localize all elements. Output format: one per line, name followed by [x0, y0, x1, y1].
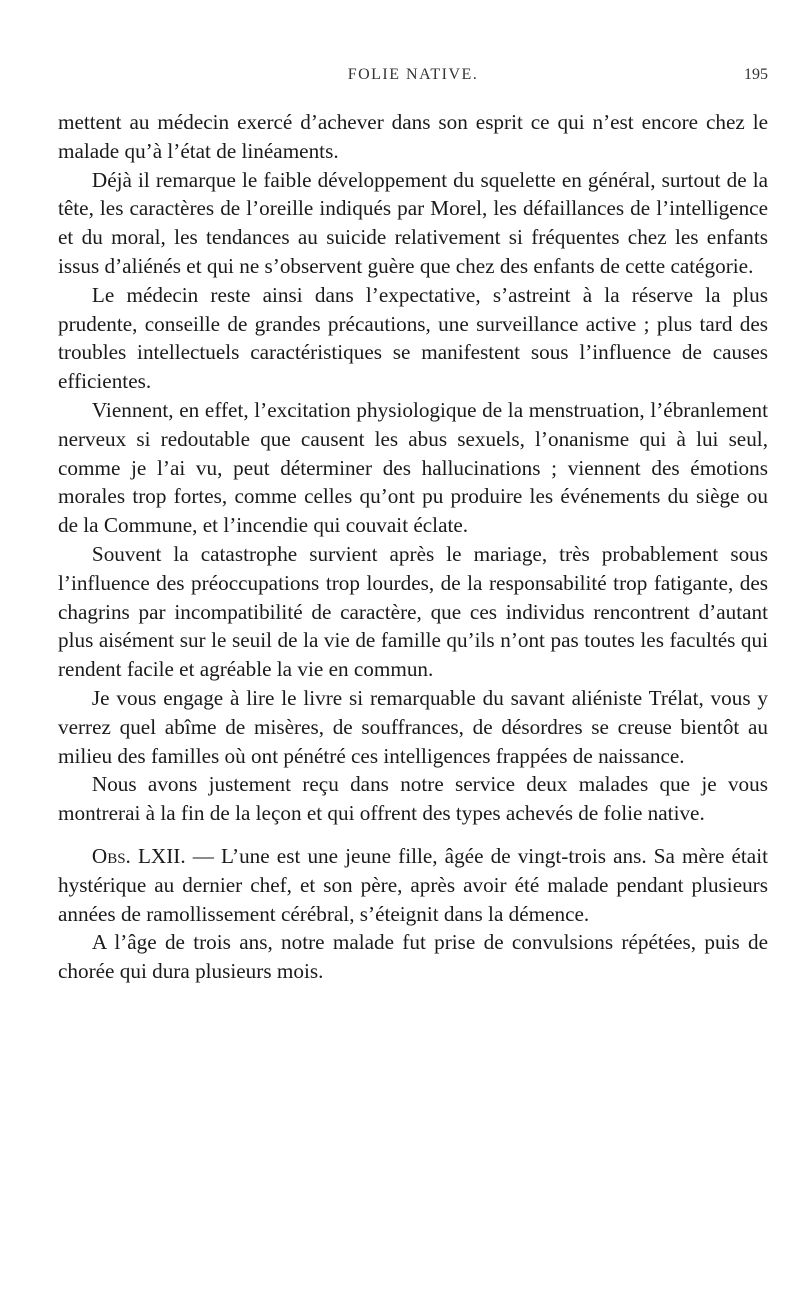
body-text — [58, 108, 768, 986]
paragraph: Je vous engage à lire le livre si remarquable du savant aliéniste Trélat, vous y verrez quel abîme de misères, de souffrances, de désordres se creuse bientôt au milieu des familles où ont pénétré ces intelligences frappées de naissance. — [58, 685, 768, 768]
paragraph: Viennent, en effet, l’excitation physiologique de la menstruation, l’ébranlement nerveux si redoutable que causent les abus sexuels, l’onanisme qui à lui seul, comme je l’ai vu, peut déterminer des hallucinations ; viennent des émotions morales trop fortes, comme celles qu’ont pu produire les événements du siège ou de la Commune, et l’incendie qui couvait éclate. — [58, 397, 768, 538]
running-title: FOLIE NATIVE. — [347, 66, 479, 83]
running-header — [58, 66, 768, 90]
observation-paragraph — [58, 842, 768, 928]
paragraph: Le médecin reste ainsi dans l’expectative, s’astreint à la réserve la plus prudente, conseille de grandes précautions, une surveillance active ; plus tard des troubles intellectuels caractéristiques se manifestent sous l’influence de causes efficientes. — [58, 282, 768, 394]
observation-text: — L’une est une jeune fille, âgée de vingt-trois ans. Sa mère était hystérique au dernier chef, et son père, après avoir été malade pendant plusieurs années de ramollissement cérébral, s’éteignit dans la démence. — [58, 843, 768, 926]
observation-label: Obs. LXII. — [91, 843, 186, 868]
observation-continuation: A l’âge de trois ans, notre malade fut prise de convulsions répétées, puis de chorée qui dura plusieurs mois. — [58, 930, 768, 984]
page-number: 195 — [744, 66, 768, 83]
paragraph: Nous avons justement reçu dans notre service deux malades que je vous montrerai à la fin de la leçon et qui offrent des types achevés de folie native. — [58, 772, 768, 826]
paragraph: Déjà il remarque le faible développement du squelette en général, surtout de la tête, les caractères de l’oreille indiqués par Morel, les défaillances de l’intelligence et du moral, les tendances au suicide relativement si fréquentes chez les enfants issus d’aliénés et qui ne s’observent guère que chez des enfants de cette catégorie. — [58, 167, 768, 278]
paragraph: mettent au médecin exercé d’achever dans son esprit ce qui n’est encore chez le malade qu’à l’état de linéaments. — [58, 110, 768, 163]
paragraph: Souvent la catastrophe survient après le mariage, très probablement sous l’influence des préoccupations trop lourdes, de la responsabilité trop fatigante, des chagrins par incompatibilité de caractère, que ces individus rencontrent d’autant plus aisément sur le seuil de la vie de famille qu’ils n’ont pas toutes les facultés qui rendent facile et agréable la vie en commun. — [58, 541, 768, 682]
